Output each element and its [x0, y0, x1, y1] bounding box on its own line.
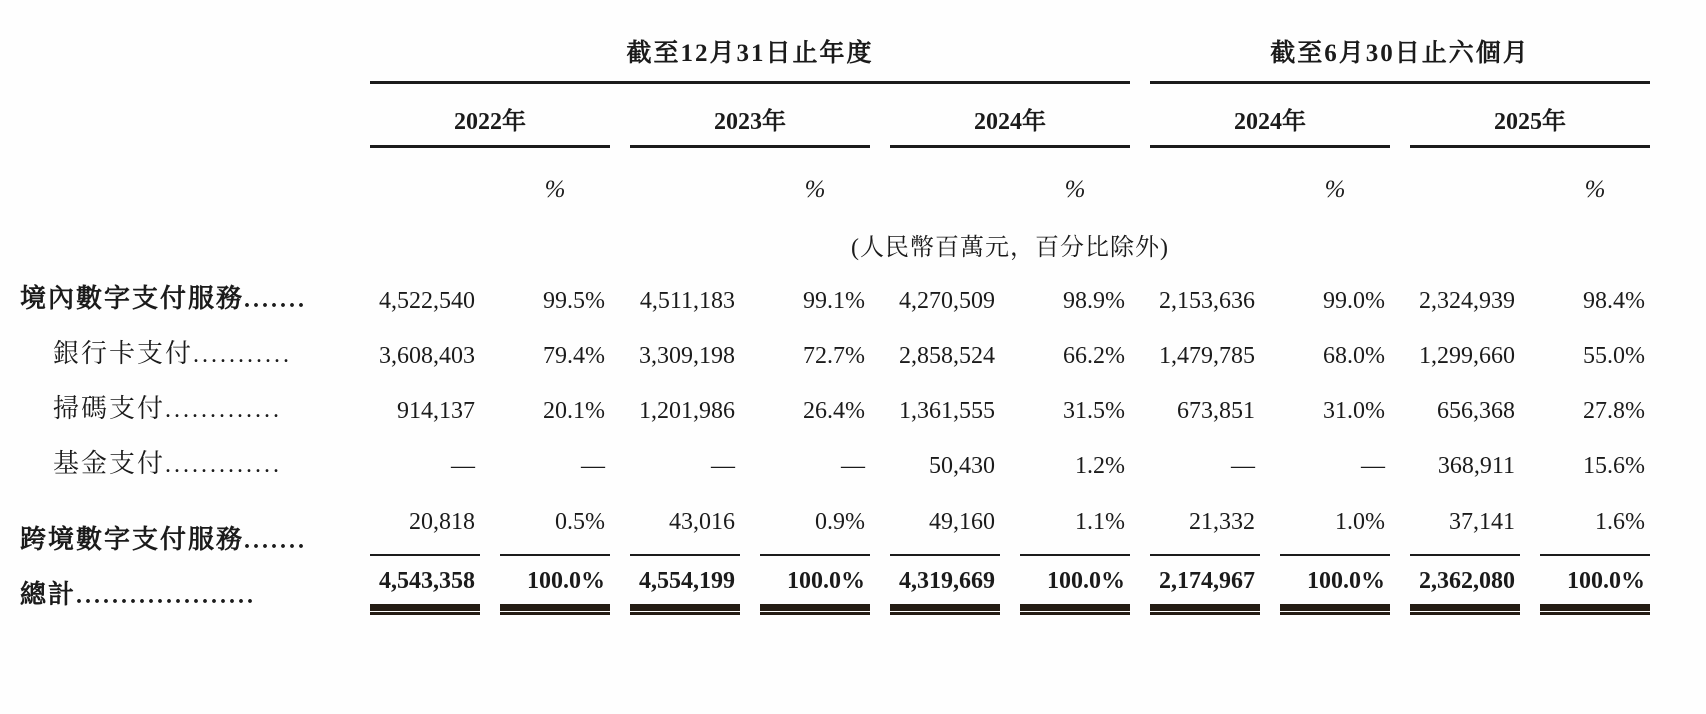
year-header-row — [20, 84, 1650, 148]
empty-cell — [20, 148, 350, 205]
cell-total-value: 4,319,669 — [890, 556, 1000, 611]
empty-cell — [1150, 148, 1260, 205]
cell-percent: 31.5% — [1063, 398, 1125, 424]
cell-total-percent: 100.0% — [500, 556, 610, 611]
row-label-cell — [20, 315, 350, 370]
period-header-annual: 截至12月31日止年度 — [370, 0, 1130, 84]
unit-note: (人民幣百萬元，百分比除外) — [851, 235, 1169, 261]
cell-percent: 99.0% — [1323, 288, 1385, 314]
cell-value: — — [1231, 453, 1255, 479]
empty-cell — [20, 205, 350, 262]
unit-note-row — [20, 205, 1650, 262]
cell-percent: — — [1361, 453, 1385, 479]
percent-symbol: % — [1584, 176, 1606, 203]
cell-percent: 55.0% — [1583, 343, 1645, 369]
cell-value: 673,851 — [1177, 398, 1255, 424]
cell-value: 1,479,785 — [1159, 343, 1255, 369]
cell-value: 4,522,540 — [379, 288, 475, 314]
row-label: 掃碼支付 — [53, 394, 166, 423]
percent-symbol: % — [1064, 176, 1086, 203]
empty-cell — [20, 84, 350, 148]
cell-value: 4,511,183 — [639, 288, 735, 314]
row-label-cell — [20, 556, 350, 611]
cell-percent: 0.5% — [500, 480, 610, 556]
cell-total-percent: 100.0% — [760, 556, 870, 611]
cell-value: 21,332 — [1150, 480, 1260, 556]
cell-percent: 99.5% — [543, 288, 605, 314]
cell-percent: 31.0% — [1323, 398, 1385, 424]
dot-leader: ....... — [244, 287, 308, 313]
cell-value: — — [711, 453, 735, 479]
year-header-2024: 2024年 — [890, 84, 1130, 148]
cell-percent: 68.0% — [1323, 343, 1385, 369]
cell-total-value: 4,543,358 — [370, 556, 480, 611]
period-group-header-row — [20, 0, 1650, 84]
cell-value: 37,141 — [1410, 480, 1520, 556]
dot-leader: ....... — [244, 528, 308, 554]
cell-value: 43,016 — [630, 480, 740, 556]
cell-percent: — — [841, 453, 865, 479]
percent-symbol: % — [804, 176, 826, 203]
cell-value: 368,911 — [1437, 453, 1515, 479]
cell-value: 2,153,636 — [1159, 288, 1255, 314]
cell-value: 914,137 — [397, 398, 475, 424]
cell-percent: 1.2% — [1075, 453, 1125, 479]
cell-percent: 79.4% — [543, 343, 605, 369]
cell-value: 3,608,403 — [379, 343, 475, 369]
cell-value: 2,324,939 — [1419, 288, 1515, 314]
table-row-cross-border-digital-payment — [20, 480, 1650, 556]
row-label: 銀行卡支付 — [53, 339, 194, 368]
cell-percent: 72.7% — [803, 343, 865, 369]
empty-cell — [890, 148, 1000, 205]
cell-total-percent: 100.0% — [1280, 556, 1390, 611]
cell-percent: 20.1% — [543, 398, 605, 424]
row-label: 基金支付 — [53, 449, 166, 478]
row-label-cell — [20, 262, 350, 315]
dot-leader: ........... — [193, 342, 293, 368]
cell-percent: — — [581, 453, 605, 479]
cell-value: 1,299,660 — [1419, 343, 1515, 369]
cell-percent: 66.2% — [1063, 343, 1125, 369]
table-row-bank-card-payment — [20, 315, 1650, 370]
cell-value: 20,818 — [370, 480, 480, 556]
empty-cell — [20, 0, 350, 84]
cell-value: 1,361,555 — [899, 398, 995, 424]
cell-total-percent: 100.0% — [1540, 556, 1650, 611]
table-row-domestic-digital-payment — [20, 262, 1650, 315]
table-row-qr-code-payment — [20, 370, 1650, 425]
cell-percent: 26.4% — [803, 398, 865, 424]
cell-value: 3,309,198 — [639, 343, 735, 369]
percent-symbol: % — [544, 176, 566, 203]
table-row-total — [20, 556, 1650, 611]
empty-cell — [630, 148, 740, 205]
cell-percent: 1.1% — [1020, 480, 1130, 556]
percent-header-row — [20, 148, 1650, 205]
cell-value: — — [451, 453, 475, 479]
cell-value: 2,858,524 — [899, 343, 995, 369]
cell-value: 50,430 — [929, 453, 995, 479]
year-header-2023: 2023年 — [630, 84, 870, 148]
cell-percent: 98.9% — [1063, 288, 1125, 314]
row-label-cell — [20, 480, 350, 556]
cell-total-value: 2,174,967 — [1150, 556, 1260, 611]
row-label-cell — [20, 370, 350, 425]
cell-percent: 99.1% — [803, 288, 865, 314]
row-label: 境內數字支付服務 — [20, 284, 245, 313]
cell-percent: 98.4% — [1583, 288, 1645, 314]
cell-total-value: 4,554,199 — [630, 556, 740, 611]
cell-value: 4,270,509 — [899, 288, 995, 314]
cell-percent: 1.6% — [1540, 480, 1650, 556]
cell-total-value: 2,362,080 — [1410, 556, 1520, 611]
table-row-fund-payment — [20, 425, 1650, 480]
cell-percent: 27.8% — [1583, 398, 1645, 424]
row-label-cell — [20, 425, 350, 480]
percent-symbol: % — [1324, 176, 1346, 203]
year-header-2024-interim: 2024年 — [1150, 84, 1390, 148]
year-header-2025-interim: 2025年 — [1410, 84, 1650, 148]
row-label: 跨境數字支付服務 — [20, 525, 245, 554]
cell-total-percent: 100.0% — [1020, 556, 1130, 611]
row-label: 總計 — [20, 580, 77, 609]
dot-leader: ............. — [165, 397, 283, 423]
cell-percent: 0.9% — [760, 480, 870, 556]
cell-value: 1,201,986 — [639, 398, 735, 424]
empty-cell — [1410, 148, 1520, 205]
dot-leader: ............. — [165, 452, 283, 478]
dot-leader: .................... — [76, 583, 257, 609]
empty-cell — [370, 148, 480, 205]
cell-value: 49,160 — [890, 480, 1000, 556]
cell-value: 656,368 — [1437, 398, 1515, 424]
cell-percent: 15.6% — [1583, 453, 1645, 479]
period-header-interim: 截至6月30日止六個月 — [1150, 0, 1650, 84]
year-header-2022: 2022年 — [370, 84, 610, 148]
cell-percent: 1.0% — [1280, 480, 1390, 556]
